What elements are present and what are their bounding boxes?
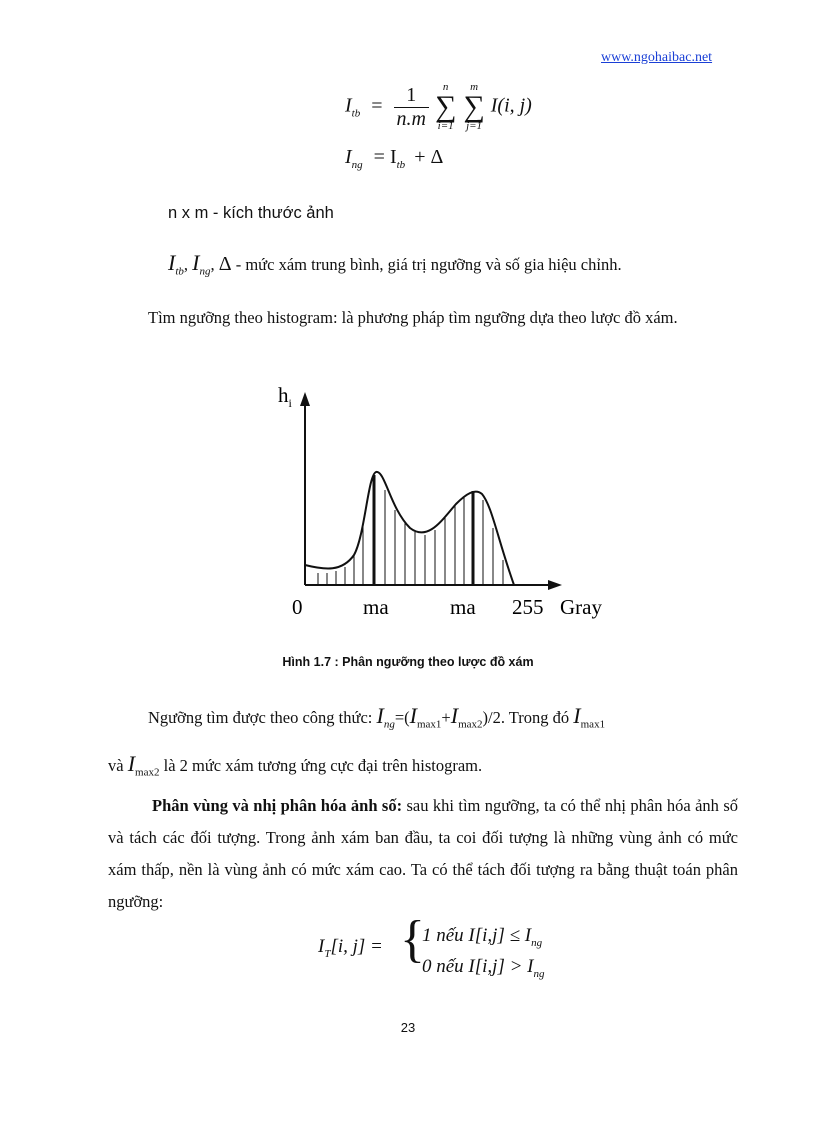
sum-i xyxy=(435,82,456,132)
formula2-tail: + Δ xyxy=(414,146,444,168)
sum-j-bottom: j=1 xyxy=(466,120,483,132)
sum-i-top: n xyxy=(442,81,449,93)
case1-sub: ng xyxy=(531,936,543,949)
threshold-line1 xyxy=(108,700,738,740)
comma: , xyxy=(183,255,193,274)
formula3-case2 xyxy=(422,955,545,986)
threshold-plus: + xyxy=(441,708,451,727)
binary-heading: Phân vùng và nhị phân hóa ảnh số: xyxy=(152,796,403,815)
threshold-line2-text: là 2 mức xám tương ứng cực đại trên histogram. xyxy=(163,756,483,776)
symbols-text: - mức xám trung bình, giá trị ngưỡng và số gia hiệu chỉnh. xyxy=(235,255,622,274)
threshold-i1: I xyxy=(409,703,417,728)
page-number: 23 xyxy=(400,1020,416,1035)
sum-j xyxy=(463,82,484,132)
sym-imax2: I xyxy=(127,751,136,777)
threshold-tail: )/2. Trong đó xyxy=(482,708,574,727)
size-definition: n x m - kích thước ảnh xyxy=(168,204,334,222)
threshold-line2-pre: và xyxy=(108,756,128,776)
formula3-args: [i, j] = xyxy=(330,936,383,957)
x-axis-label: Gray xyxy=(560,595,602,619)
threshold-i2: I xyxy=(450,703,459,728)
figure-caption: Hình 1.7 : Phân ngưỡng theo lược đồ xám xyxy=(282,655,534,669)
sym-imax1-sub: max1 xyxy=(580,718,606,731)
website-link[interactable]: www.ngohaibac.net xyxy=(601,50,713,65)
histogram-paragraph: Tìm ngưỡng theo histogram: là phương pháp tìm ngưỡng dựa theo lược đồ xám. xyxy=(148,308,678,327)
formula-lhs-sub: tb xyxy=(351,107,361,120)
formula3-lhs-wrap xyxy=(318,936,383,960)
x-tick-255: 255 xyxy=(512,595,544,619)
sym-itb-sub: tb xyxy=(175,265,184,278)
sym-imax1: I xyxy=(573,703,581,728)
symbol-definitions xyxy=(168,250,622,277)
threshold-line2 xyxy=(108,748,738,788)
x-tick-ma2: ma xyxy=(450,595,476,619)
x-axis-arrow xyxy=(548,580,562,590)
formula-mean-intensity xyxy=(345,82,532,132)
sym-delta: Δ xyxy=(218,253,232,275)
case2-sub: ng xyxy=(533,967,545,980)
y-axis-arrow xyxy=(300,392,310,406)
x-tick-0: 0 xyxy=(292,595,303,619)
formula2-rhs: = I xyxy=(373,146,397,168)
threshold-i1-sub: max1 xyxy=(416,718,442,731)
sym-ing-sub: ng xyxy=(199,265,211,278)
formula3-cases xyxy=(422,924,545,986)
threshold-paragraph xyxy=(108,700,738,789)
binary-paragraph xyxy=(108,790,738,918)
y-axis-label-main: h xyxy=(278,383,289,407)
binary-text: sau khi tìm ngưỡng, ta có thể nhị phân hóa ảnh số và tách các đối tượng. Trong ảnh xám ban đầu, ta coi đối tượng là những vùng ảnh có mức xám thấp, nền là vùng ảnh có mức xám cao. Ta có thể tách đối tượng ra bằng thuật toán phân ngưỡng: xyxy=(108,796,738,911)
threshold-lhs: I xyxy=(376,703,384,728)
sym-itb: I xyxy=(168,250,176,275)
brace-icon: { xyxy=(400,911,425,968)
formula3-lhs-sub: T xyxy=(324,947,331,960)
formula2-rhs-sub: tb xyxy=(396,159,406,171)
sym-ing: I xyxy=(192,250,200,275)
formula-lhs: I xyxy=(345,94,352,117)
y-axis-label-sub: i xyxy=(288,396,292,410)
sym-imax2-sub: max2 xyxy=(135,766,160,779)
formula2-lhs-sub: ng xyxy=(351,159,363,171)
case2-text: 0 nếu I[i,j] > I xyxy=(422,955,534,977)
formula-fraction xyxy=(394,84,429,131)
formula3-case1 xyxy=(422,924,545,955)
threshold-mid: =( xyxy=(394,708,410,727)
threshold-pre: Ngưỡng tìm được theo công thức: xyxy=(148,708,377,727)
formula-threshold xyxy=(345,146,443,171)
formula2-lhs: I xyxy=(345,146,352,168)
x-tick-ma1: ma xyxy=(363,595,389,619)
formula-numerator: 1 xyxy=(394,84,429,108)
formula-term: I(i, j) xyxy=(490,94,532,117)
formula-denominator: n.m xyxy=(396,107,426,130)
histogram-figure xyxy=(270,380,620,630)
formula3-lhs: I xyxy=(318,936,325,957)
case1-text: 1 nếu I[i,j] ≤ I xyxy=(422,925,532,946)
sum-j-top: m xyxy=(470,81,479,93)
comma: , xyxy=(210,255,219,274)
sigma-icon: ∑ xyxy=(463,90,485,123)
y-axis-label xyxy=(278,383,293,410)
threshold-lhs-sub: ng xyxy=(383,718,395,731)
sigma-icon: ∑ xyxy=(434,90,457,123)
formula-eq: = xyxy=(371,94,383,117)
threshold-i2-sub: max2 xyxy=(458,718,483,731)
sum-i-bottom: i=1 xyxy=(437,120,454,132)
